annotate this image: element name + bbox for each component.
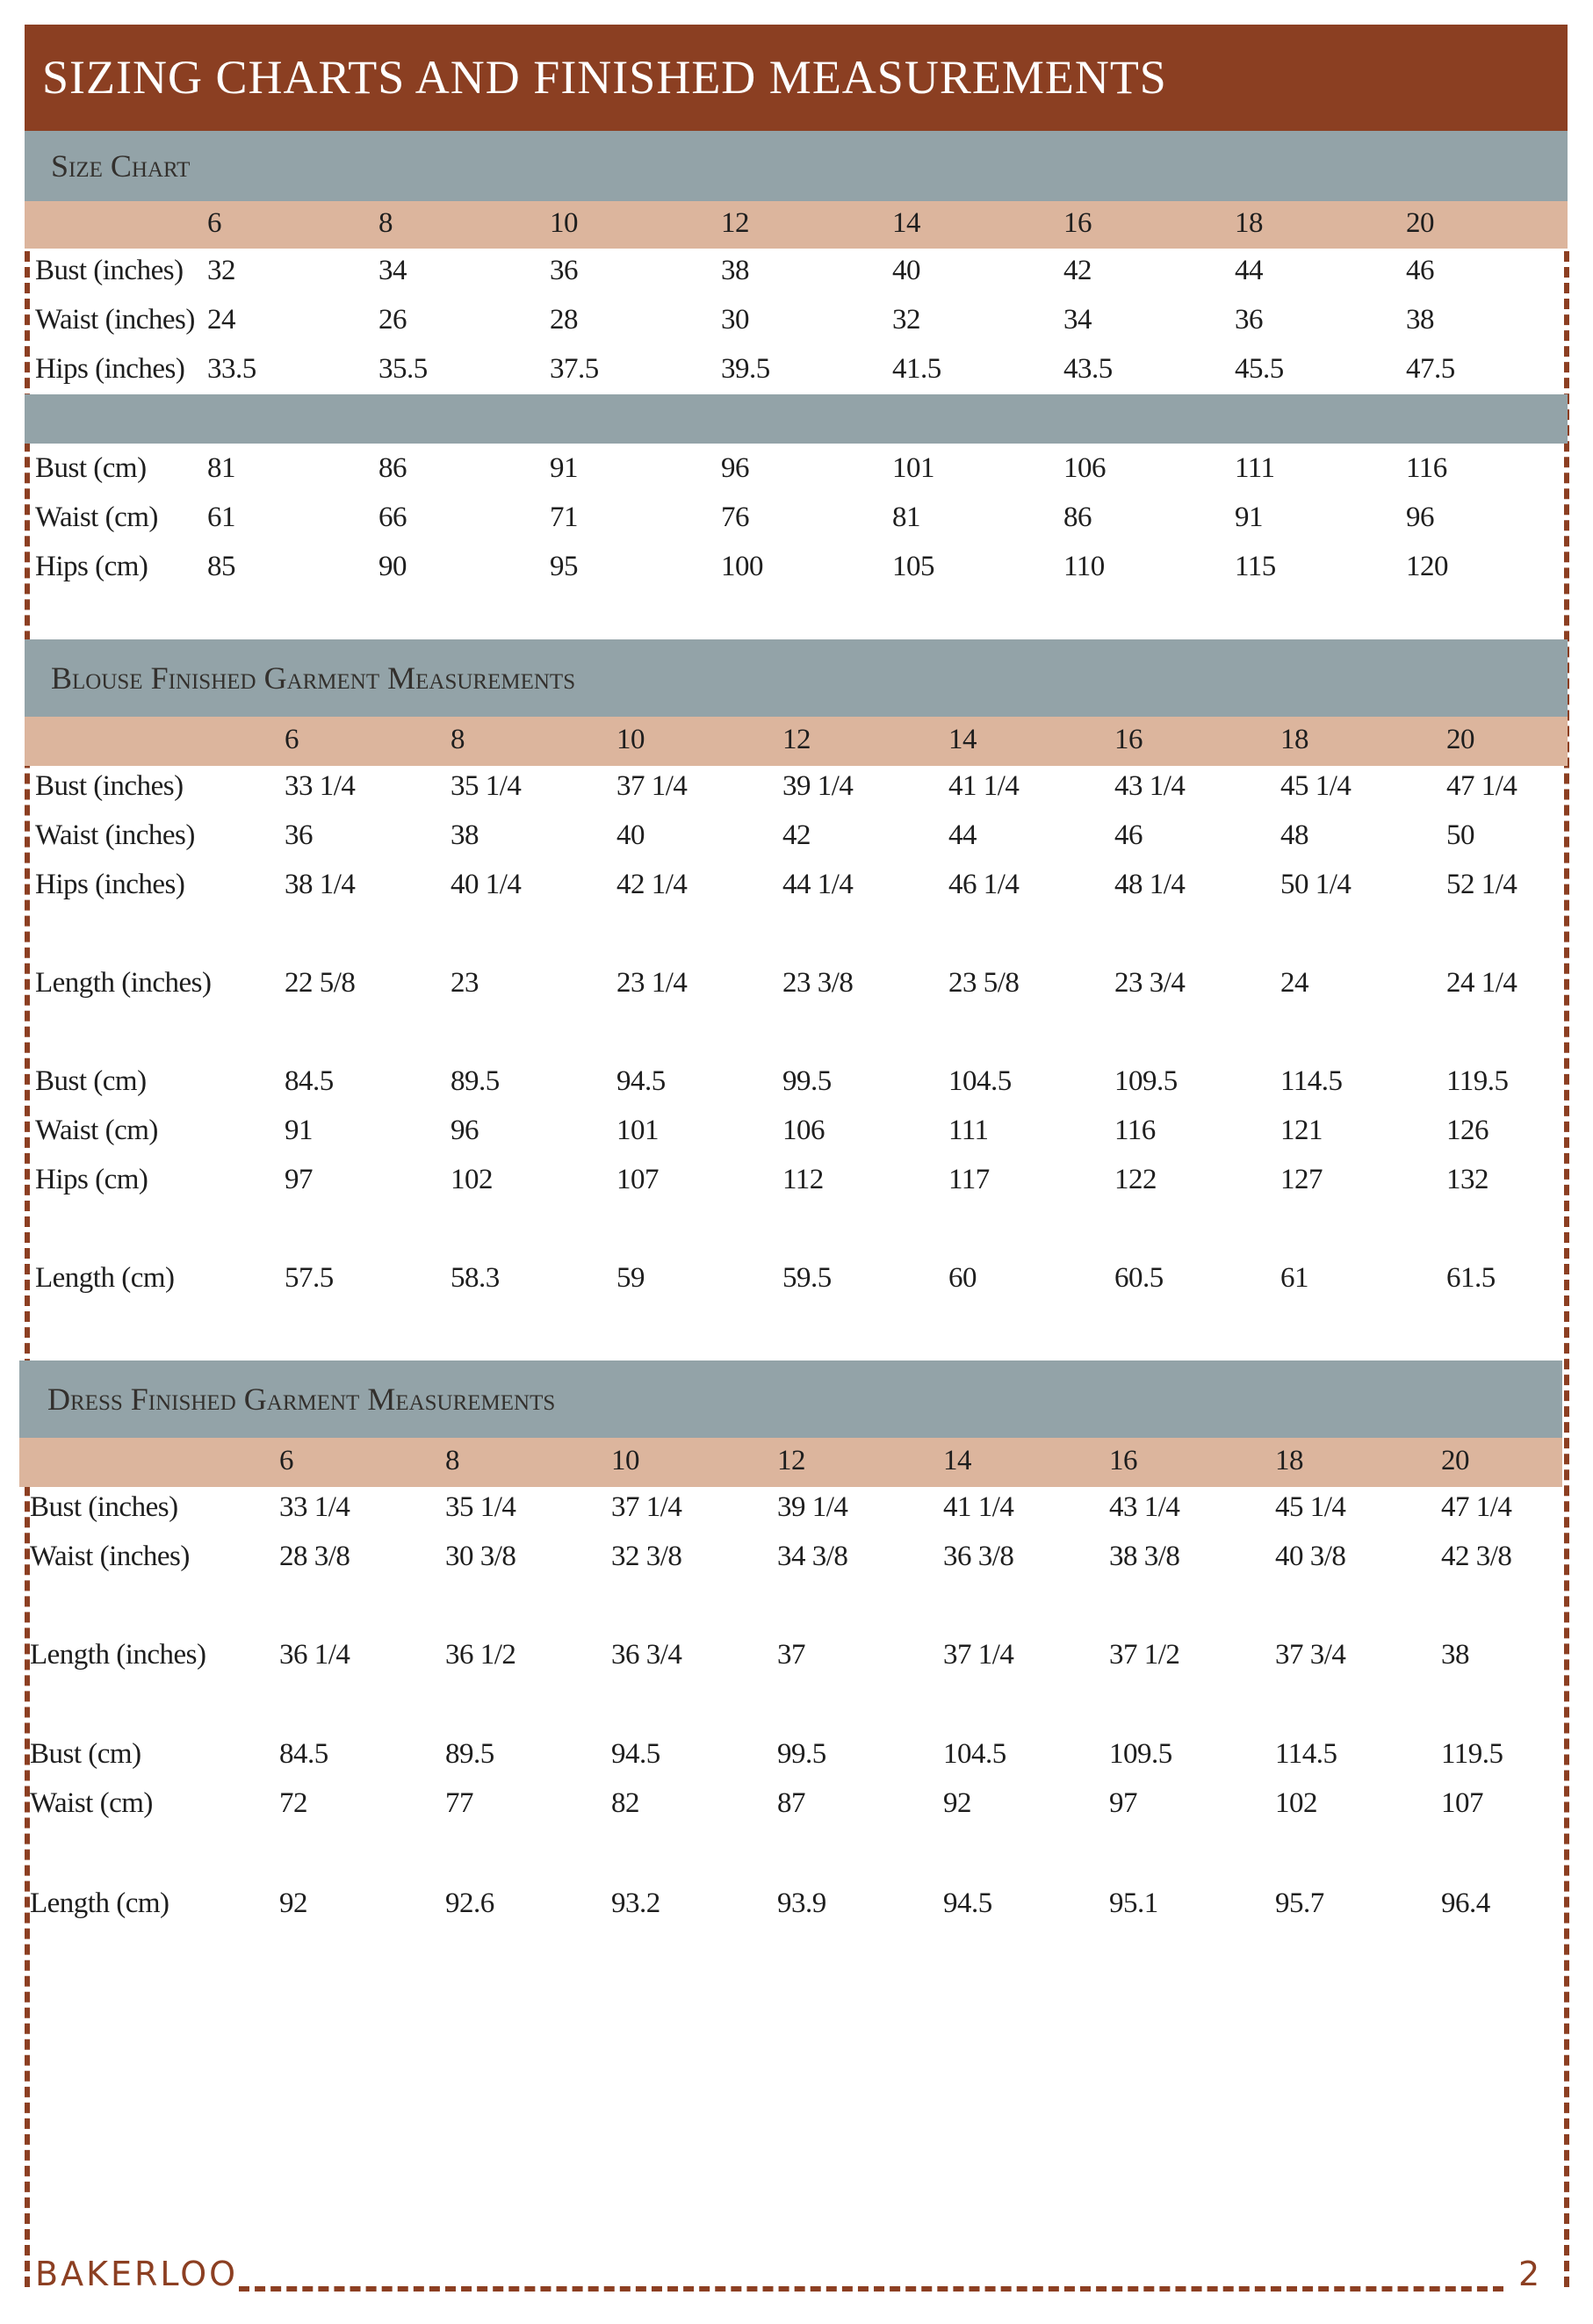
blouse-cell: 114.5 [1280, 1065, 1343, 1097]
dress-cell: 77 [445, 1787, 473, 1819]
dress-cell: 95.1 [1109, 1887, 1158, 1919]
size-chart-size-header: 14 [892, 207, 920, 239]
size-chart-cell: 37.5 [550, 353, 599, 385]
dress-cell: 114.5 [1275, 1738, 1337, 1770]
blouse-cell: 23 5/8 [948, 967, 1020, 999]
dress-cell: 89.5 [445, 1738, 494, 1770]
blouse-cell: 84.5 [285, 1065, 334, 1097]
size-chart-cell: 33.5 [207, 353, 256, 385]
blouse-cell: 36 [285, 819, 313, 851]
size-chart-cell: 100 [721, 551, 763, 582]
dress-heading: Dress Finished Garment Measurements [47, 1382, 556, 1417]
blouse-cell: 23 3/8 [782, 967, 854, 999]
blouse-cell: 116 [1114, 1115, 1156, 1146]
size-chart-cell: 32 [207, 255, 235, 286]
dress-cell: 72 [279, 1787, 307, 1819]
blouse-size-header: 6 [285, 724, 299, 755]
blouse-cell: 42 [782, 819, 811, 851]
dress-cell: 36 3/8 [943, 1541, 1014, 1572]
size-chart-row-label: Hips (inches) [35, 353, 185, 385]
dress-size-header: 6 [279, 1445, 293, 1476]
blouse-size-header: 14 [948, 724, 977, 755]
blouse-cell: 127 [1280, 1164, 1323, 1195]
blouse-cell: 22 5/8 [285, 967, 356, 999]
size-chart-heading: Size Chart [51, 148, 191, 184]
dress-cell: 42 3/8 [1441, 1541, 1512, 1572]
dress-cell: 95.7 [1275, 1887, 1324, 1919]
size-chart-size-header: 16 [1063, 207, 1092, 239]
blouse-cell: 50 [1446, 819, 1474, 851]
size-chart-row-label: Bust (cm) [35, 452, 147, 484]
blouse-cell: 60 [948, 1262, 977, 1294]
size-chart-cell: 28 [550, 304, 578, 336]
blouse-cell: 44 [948, 819, 977, 851]
dress-cell: 93.2 [611, 1887, 660, 1919]
size-chart-header [25, 131, 1568, 201]
blouse-size-header: 18 [1280, 724, 1308, 755]
dress-cell: 37 [777, 1639, 805, 1671]
size-chart-cell: 24 [207, 304, 235, 336]
dress-cell: 36 1/2 [445, 1639, 516, 1671]
dress-header [19, 1360, 1562, 1438]
size-chart-cell: 40 [892, 255, 920, 286]
size-chart-size-header: 18 [1235, 207, 1263, 239]
page-title: SIZING CHARTS AND FINISHED MEASUREMENTS [42, 51, 1167, 104]
dress-size-header: 18 [1275, 1445, 1303, 1476]
blouse-row-label: Bust (inches) [35, 770, 184, 802]
dress-cell: 32 3/8 [611, 1541, 682, 1572]
dress-cell: 33 1/4 [279, 1491, 350, 1523]
dress-row-label: Length (cm) [30, 1887, 169, 1919]
dress-row-label: Bust (cm) [30, 1738, 141, 1770]
page-number: 2 [1518, 2255, 1540, 2293]
blouse-size-header: 12 [782, 724, 811, 755]
blouse-cell: 35 1/4 [451, 770, 522, 802]
size-chart-size-header: 6 [207, 207, 221, 239]
blouse-row-label: Bust (cm) [35, 1065, 147, 1097]
dress-cell: 38 3/8 [1109, 1541, 1180, 1572]
dress-cell: 47 1/4 [1441, 1491, 1512, 1523]
size-chart-cell: 36 [550, 255, 578, 286]
blouse-cell: 46 1/4 [948, 869, 1020, 900]
size-chart-cell: 76 [721, 502, 749, 533]
dress-cell: 97 [1109, 1787, 1137, 1819]
blouse-cell: 101 [616, 1115, 659, 1146]
blouse-cell: 111 [948, 1115, 989, 1146]
dress-cell: 37 1/2 [1109, 1639, 1180, 1671]
blouse-cell: 24 [1280, 967, 1308, 999]
blouse-cell: 40 1/4 [451, 869, 522, 900]
dress-row-label: Waist (inches) [30, 1541, 190, 1572]
blouse-heading: Blouse Finished Garment Measurements [51, 660, 576, 696]
size-chart-cell: 116 [1406, 452, 1447, 484]
blouse-cell: 91 [285, 1115, 313, 1146]
size-chart-cell: 71 [550, 502, 578, 533]
page-frame-right [1564, 251, 1569, 2287]
blouse-cell: 109.5 [1114, 1065, 1178, 1097]
dress-cell: 104.5 [943, 1738, 1006, 1770]
dress-cell: 39 1/4 [777, 1491, 848, 1523]
dress-cell: 37 3/4 [1275, 1639, 1346, 1671]
size-chart-size-header: 10 [550, 207, 578, 239]
blouse-cell: 59 [616, 1262, 645, 1294]
blouse-cell: 61.5 [1446, 1262, 1496, 1294]
size-chart-size-header: 8 [378, 207, 393, 239]
size-chart-cell: 66 [378, 502, 407, 533]
size-chart-cell: 91 [550, 452, 578, 484]
dress-cell: 119.5 [1441, 1738, 1503, 1770]
size-chart-cell: 106 [1063, 452, 1106, 484]
blouse-cell: 89.5 [451, 1065, 500, 1097]
size-chart-cell: 85 [207, 551, 235, 582]
blouse-row-label: Length (inches) [35, 967, 212, 999]
size-chart-cell: 35.5 [378, 353, 428, 385]
blouse-header [25, 639, 1568, 717]
dress-cell: 96.4 [1441, 1887, 1490, 1919]
blouse-cell: 45 1/4 [1280, 770, 1352, 802]
dress-cell: 36 1/4 [279, 1639, 350, 1671]
dress-cell: 92 [943, 1787, 971, 1819]
dress-cell: 82 [611, 1787, 639, 1819]
blouse-cell: 23 1/4 [616, 967, 688, 999]
size-chart-cell: 81 [207, 452, 235, 484]
blouse-cell: 126 [1446, 1115, 1488, 1146]
size-chart-cell: 115 [1235, 551, 1276, 582]
blouse-cell: 39 1/4 [782, 770, 854, 802]
blouse-cell: 104.5 [948, 1065, 1012, 1097]
size-chart-cell: 86 [378, 452, 407, 484]
dress-cell: 109.5 [1109, 1738, 1172, 1770]
blouse-cell: 58.3 [451, 1262, 500, 1294]
brand-footer: BAKERLOO [35, 2255, 239, 2293]
size-chart-size-header: 12 [721, 207, 749, 239]
blouse-cell: 102 [451, 1164, 493, 1195]
blouse-cell: 24 1/4 [1446, 967, 1517, 999]
blouse-cell: 57.5 [285, 1262, 334, 1294]
blouse-cell: 37 1/4 [616, 770, 688, 802]
size-chart-cell: 86 [1063, 502, 1092, 533]
dress-cell: 94.5 [611, 1738, 660, 1770]
dress-cell: 107 [1441, 1787, 1483, 1819]
blouse-cell: 33 1/4 [285, 770, 356, 802]
dress-size-header: 12 [777, 1445, 805, 1476]
dress-cell: 30 3/8 [445, 1541, 516, 1572]
blouse-cell: 119.5 [1446, 1065, 1509, 1097]
size-chart-cell: 81 [892, 502, 920, 533]
dress-cell: 92.6 [445, 1887, 494, 1919]
dress-cell: 84.5 [279, 1738, 328, 1770]
size-chart-cell: 34 [1063, 304, 1092, 336]
blouse-cell: 38 1/4 [285, 869, 356, 900]
size-chart-cell: 36 [1235, 304, 1263, 336]
blouse-cell: 48 1/4 [1114, 869, 1186, 900]
blouse-cell: 46 [1114, 819, 1142, 851]
blouse-cell: 48 [1280, 819, 1308, 851]
dress-cell: 87 [777, 1787, 805, 1819]
size-chart-cell: 32 [892, 304, 920, 336]
blouse-cell: 23 3/4 [1114, 967, 1186, 999]
blouse-cell: 132 [1446, 1164, 1488, 1195]
dress-row-label: Length (inches) [30, 1639, 206, 1671]
blouse-row-label: Hips (cm) [35, 1164, 148, 1195]
dress-cell: 40 3/8 [1275, 1541, 1346, 1572]
blouse-cell: 94.5 [616, 1065, 666, 1097]
size-chart-cell: 46 [1406, 255, 1434, 286]
blouse-row-label: Waist (inches) [35, 819, 195, 851]
size-chart-cell: 26 [378, 304, 407, 336]
blouse-cell: 107 [616, 1164, 659, 1195]
size-chart-cell: 96 [1406, 502, 1434, 533]
page-frame-left [25, 251, 30, 2287]
blouse-cell: 40 [616, 819, 645, 851]
blouse-cell: 47 1/4 [1446, 770, 1517, 802]
dress-cell: 37 1/4 [611, 1491, 682, 1523]
size-chart-cell: 38 [721, 255, 749, 286]
dress-size-header: 14 [943, 1445, 971, 1476]
blouse-cell: 44 1/4 [782, 869, 854, 900]
dress-cell: 45 1/4 [1275, 1491, 1346, 1523]
blouse-cell: 23 [451, 967, 479, 999]
blouse-cell: 61 [1280, 1262, 1308, 1294]
dress-cell: 37 1/4 [943, 1639, 1014, 1671]
size-chart-cm-divider [25, 394, 1568, 444]
dress-size-header: 20 [1441, 1445, 1469, 1476]
size-chart-cell: 120 [1406, 551, 1448, 582]
dress-cell: 43 1/4 [1109, 1491, 1180, 1523]
dress-cell: 36 3/4 [611, 1639, 682, 1671]
blouse-cell: 99.5 [782, 1065, 832, 1097]
dress-size-header: 10 [611, 1445, 639, 1476]
size-chart-row-label: Hips (cm) [35, 551, 148, 582]
dress-cell: 99.5 [777, 1738, 826, 1770]
size-chart-row-label: Waist (cm) [35, 502, 158, 533]
size-chart-size-header: 20 [1406, 207, 1434, 239]
blouse-cell: 112 [782, 1164, 824, 1195]
blouse-row-label: Waist (cm) [35, 1115, 158, 1146]
dress-cell: 93.9 [777, 1887, 826, 1919]
dress-cell: 34 3/8 [777, 1541, 848, 1572]
title-bar [25, 25, 1568, 131]
blouse-cell: 50 1/4 [1280, 869, 1352, 900]
blouse-cell: 43 1/4 [1114, 770, 1186, 802]
blouse-cell: 60.5 [1114, 1262, 1164, 1294]
size-chart-row-label: Bust (inches) [35, 255, 184, 286]
size-chart-cell: 30 [721, 304, 749, 336]
dress-size-header: 16 [1109, 1445, 1137, 1476]
dress-cell: 41 1/4 [943, 1491, 1014, 1523]
blouse-cell: 122 [1114, 1164, 1157, 1195]
size-chart-cell: 38 [1406, 304, 1434, 336]
size-chart-cell: 61 [207, 502, 235, 533]
size-chart-cell: 111 [1235, 452, 1275, 484]
dress-cell: 28 3/8 [279, 1541, 350, 1572]
size-chart-cell: 101 [892, 452, 934, 484]
page-frame-bottom [239, 2286, 1503, 2292]
blouse-size-header: 8 [451, 724, 465, 755]
dress-row-label: Waist (cm) [30, 1787, 153, 1819]
dress-cell: 35 1/4 [445, 1491, 516, 1523]
dress-row-label: Bust (inches) [30, 1491, 178, 1523]
size-chart-cell: 105 [892, 551, 934, 582]
blouse-size-header: 16 [1114, 724, 1142, 755]
size-chart-sizes-row [25, 201, 1568, 249]
size-chart-cell: 95 [550, 551, 578, 582]
blouse-cell: 97 [285, 1164, 313, 1195]
blouse-size-header: 20 [1446, 724, 1474, 755]
blouse-cell: 117 [948, 1164, 990, 1195]
dress-cell: 102 [1275, 1787, 1317, 1819]
size-chart-cell: 44 [1235, 255, 1263, 286]
size-chart-cell: 96 [721, 452, 749, 484]
blouse-size-header: 10 [616, 724, 645, 755]
blouse-cell: 96 [451, 1115, 479, 1146]
blouse-cell: 106 [782, 1115, 825, 1146]
dress-cell: 94.5 [943, 1887, 992, 1919]
blouse-cell: 41 1/4 [948, 770, 1020, 802]
blouse-cell: 52 1/4 [1446, 869, 1517, 900]
size-chart-row-label: Waist (inches) [35, 304, 195, 336]
size-chart-cell: 41.5 [892, 353, 941, 385]
size-chart-cell: 91 [1235, 502, 1263, 533]
blouse-row-label: Hips (inches) [35, 869, 185, 900]
blouse-row-label: Length (cm) [35, 1262, 175, 1294]
dress-cell: 92 [279, 1887, 307, 1919]
dress-size-header: 8 [445, 1445, 459, 1476]
size-chart-cell: 110 [1063, 551, 1105, 582]
size-chart-cell: 90 [378, 551, 407, 582]
size-chart-cell: 43.5 [1063, 353, 1113, 385]
size-chart-cell: 42 [1063, 255, 1092, 286]
blouse-cell: 42 1/4 [616, 869, 688, 900]
blouse-cell: 121 [1280, 1115, 1323, 1146]
size-chart-cell: 45.5 [1235, 353, 1284, 385]
dress-cell: 38 [1441, 1639, 1469, 1671]
blouse-cell: 38 [451, 819, 479, 851]
size-chart-cell: 34 [378, 255, 407, 286]
blouse-cell: 59.5 [782, 1262, 832, 1294]
size-chart-cell: 47.5 [1406, 353, 1455, 385]
size-chart-cell: 39.5 [721, 353, 770, 385]
